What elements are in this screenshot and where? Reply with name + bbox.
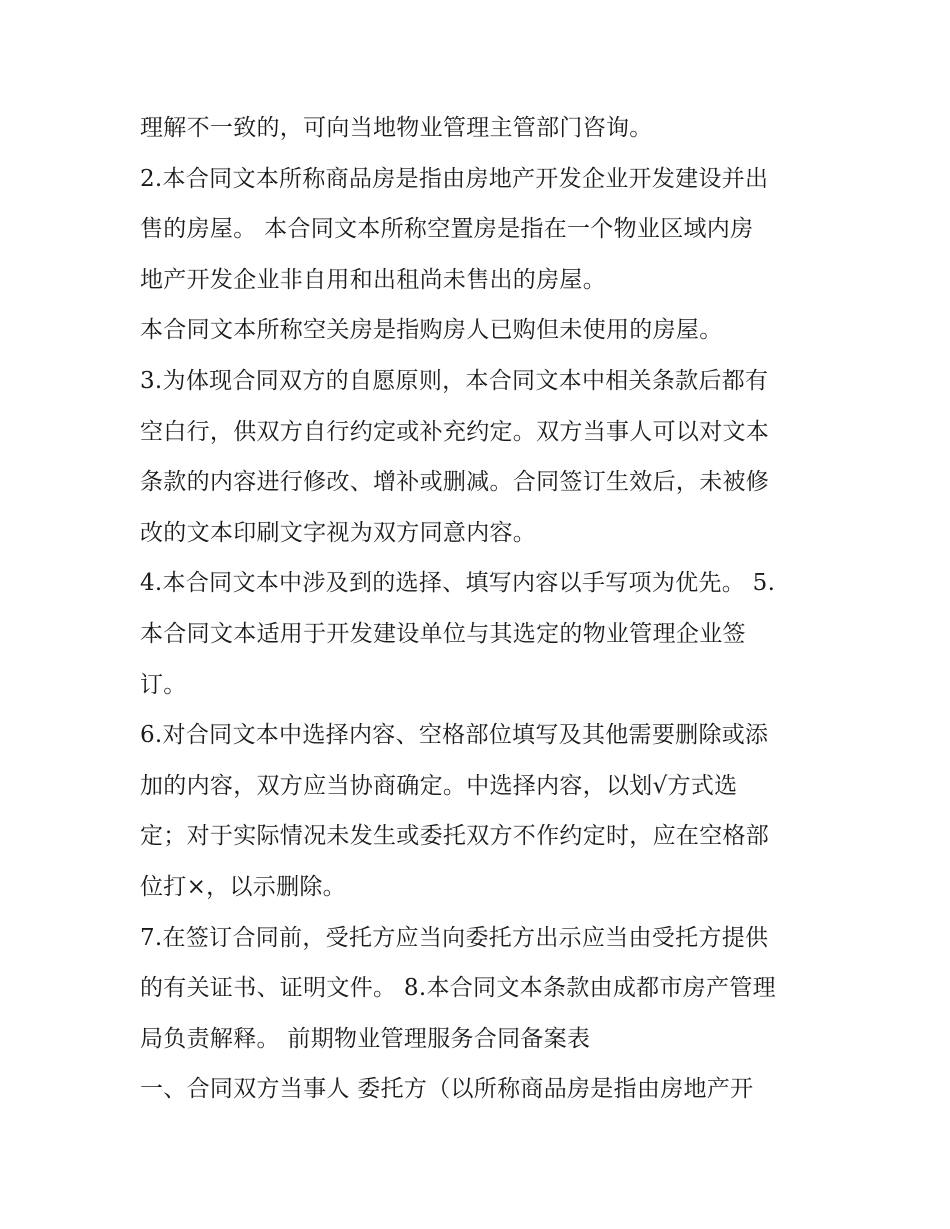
text-line: 的有关证书、证明文件。 8.本合同文本条款由成都市房产管理 — [140, 975, 776, 1002]
text-line: 局负责解释。 前期物业管理服务合同备案表 — [140, 1025, 591, 1052]
text-line: 售的房屋。 本合同文本所称空置房是指在一个物业区域内房 — [140, 216, 754, 243]
text-line: 地产开发企业非自用和出租尚未售出的房屋。 — [140, 266, 606, 293]
text-line: 2.本合同文本所称商品房是指由房地产开发企业开发建设并出 — [140, 165, 769, 192]
text-line: 条款的内容进行修改、增补或删减。合同签订生效后，未被修 — [140, 469, 770, 496]
text-line: 本合同文本适用于开发建设单位与其选定的物业管理企业签 — [140, 620, 746, 647]
text-line: 理解不一致的，可向当地物业管理主管部门咨询。 — [140, 115, 653, 141]
text-line: 位打×，以示删除。 — [140, 873, 346, 900]
text-line: 一、合同双方当事人 委托方（以所称商品房是指由房地产开 — [140, 1076, 754, 1103]
text-line: 加的内容，双方应当协商确定。中选择内容，以划√方式选 — [140, 772, 738, 799]
text-line: 空白行，供双方自行约定或补充约定。双方当事人可以对文本 — [140, 418, 770, 445]
document-body — [140, 103, 820, 1115]
text-line: 本合同文本所称空关房是指购房人已购但未使用的房屋。 — [140, 317, 723, 344]
text-line: 3.为体现合同双方的自愿原则，本合同文本中相关条款后都有 — [140, 367, 769, 394]
text-line: 6.对合同文本中选择内容、空格部位填写及其他需要删除或添 — [140, 722, 769, 749]
text-line: 改的文本印刷文字视为双方同意内容。 — [140, 519, 537, 546]
text-line: 定；对于实际情况未发生或委托双方不作约定时，应在空格部 — [140, 823, 770, 850]
text-line: 7.在签订合同前，受托方应当向委托方出示应当由受托方提供 — [140, 924, 769, 951]
text-line: 4.本合同文本中涉及到的选择、填写内容以手写项为优先。 5. — [140, 570, 776, 597]
text-line: 订。 — [140, 671, 187, 698]
